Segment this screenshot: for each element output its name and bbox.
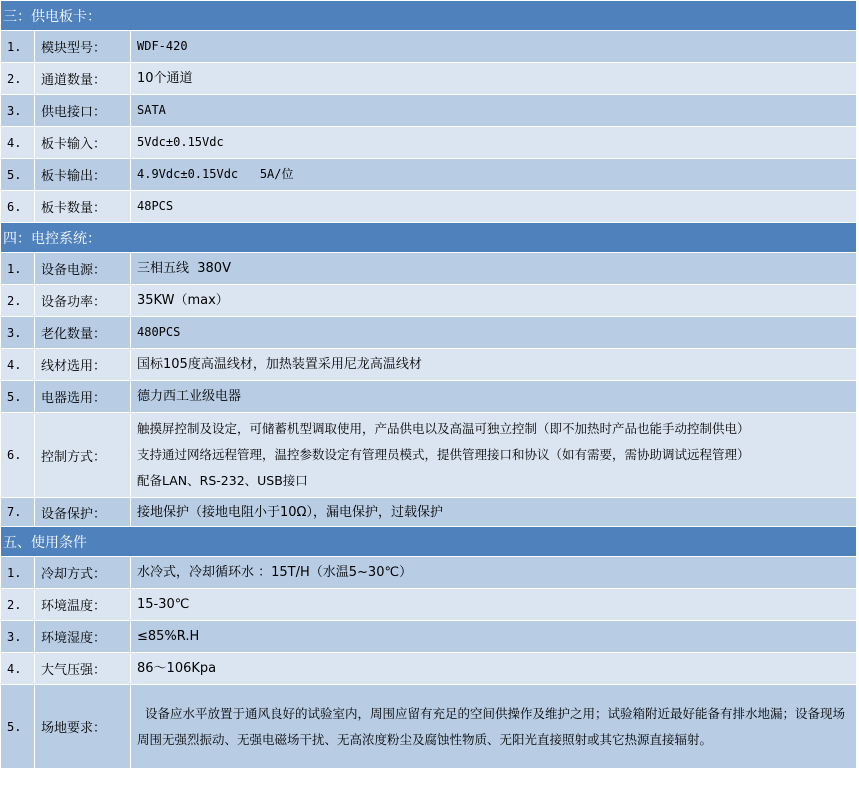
- section-title: 三：供电板卡：: [1, 1, 857, 31]
- row-value: 35KW（max）: [131, 285, 857, 317]
- row-number: 2.: [1, 589, 35, 621]
- row-number: 4.: [1, 349, 35, 381]
- row-value: 4.9Vdc±0.15Vdc 5A/位: [131, 159, 857, 191]
- row-label: 大气压强：: [35, 653, 131, 685]
- row-number: 2.: [1, 63, 35, 95]
- value-line: 触摸屏控制及设定，可储蓄机型调取使用，产品供电以及高温可独立控制（即不加热时产品也能手动控制供电）: [137, 421, 750, 436]
- table-row: [1, 381, 857, 413]
- section-header: [1, 527, 857, 557]
- row-value: 48PCS: [131, 191, 857, 223]
- table-row: [1, 413, 857, 498]
- table-row: [1, 63, 857, 95]
- row-value: 10个通道: [131, 63, 857, 95]
- row-number: 1.: [1, 253, 35, 285]
- table-row: [1, 191, 857, 223]
- table-row: [1, 95, 857, 127]
- table-row: [1, 653, 857, 685]
- row-number: 3.: [1, 317, 35, 349]
- row-number: 6.: [1, 191, 35, 223]
- row-number: 1.: [1, 31, 35, 63]
- row-value: [131, 413, 857, 498]
- table-row: [1, 557, 857, 589]
- row-label: 板卡数量：: [35, 191, 131, 223]
- row-label: 模块型号：: [35, 31, 131, 63]
- row-number: 1.: [1, 557, 35, 589]
- section-title: 四：电控系统：: [1, 223, 857, 253]
- row-label: 板卡输出：: [35, 159, 131, 191]
- row-label: 设备保护：: [35, 498, 131, 527]
- table-row: [1, 285, 857, 317]
- section-title: 五、使用条件: [1, 527, 857, 557]
- table-row: [1, 159, 857, 191]
- row-number: 5.: [1, 685, 35, 769]
- row-number: 4.: [1, 127, 35, 159]
- row-label: 线材选用：: [35, 349, 131, 381]
- row-label: 电器选用：: [35, 381, 131, 413]
- table-row: [1, 685, 857, 769]
- row-label: 环境湿度：: [35, 621, 131, 653]
- value-line: 配备LAN、RS-232、USB接口: [137, 473, 308, 488]
- row-value: 接地保护（接地电阻小于10Ω），漏电保护，过载保护: [131, 498, 857, 527]
- row-label: 场地要求：: [35, 685, 131, 769]
- table-row: [1, 317, 857, 349]
- row-value: 德力西工业级电器: [131, 381, 857, 413]
- row-value: 三相五线 380V: [131, 253, 857, 285]
- table-row: [1, 253, 857, 285]
- row-number: 3.: [1, 621, 35, 653]
- row-number: 6.: [1, 413, 35, 498]
- row-label: 控制方式：: [35, 413, 131, 498]
- section-header: [1, 1, 857, 31]
- table-row: [1, 31, 857, 63]
- section-header: [1, 223, 857, 253]
- table-row: [1, 127, 857, 159]
- row-value: 水冷式，冷却循环水 ：15T/H（水温5~30℃）: [131, 557, 857, 589]
- row-value: 480PCS: [131, 317, 857, 349]
- row-number: 5.: [1, 381, 35, 413]
- table-row: [1, 349, 857, 381]
- value-line: 支持通过网络远程管理，温控参数设定有管理员模式，提供管理接口和协议（如有需要，需协助调试远程管理）: [137, 447, 750, 462]
- row-label: 环境温度：: [35, 589, 131, 621]
- row-value: WDF-420: [131, 31, 857, 63]
- row-number: 7.: [1, 498, 35, 527]
- table-row: [1, 498, 857, 527]
- row-value: 5Vdc±0.15Vdc: [131, 127, 857, 159]
- table-row: [1, 621, 857, 653]
- row-value: SATA: [131, 95, 857, 127]
- row-value: 国标105度高温线材，加热装置采用尼龙高温线材: [131, 349, 857, 381]
- row-value: 15-30℃: [131, 589, 857, 621]
- row-label: 设备电源：: [35, 253, 131, 285]
- row-label: 冷却方式：: [35, 557, 131, 589]
- row-number: 4.: [1, 653, 35, 685]
- row-number: 3.: [1, 95, 35, 127]
- row-number: 5.: [1, 159, 35, 191]
- table-row: [1, 589, 857, 621]
- row-label: 设备功率：: [35, 285, 131, 317]
- row-label: 供电接口：: [35, 95, 131, 127]
- row-label: 板卡输入：: [35, 127, 131, 159]
- row-value: ≤85%R.H: [131, 621, 857, 653]
- row-value: 设备应水平放置于通风良好的试验室内，周围应留有充足的空间供操作及维护之用；试验箱附近最好能备有排水地漏；设备现场周围无强烈振动、无强电磁场干扰、无高浓度粉尘及腐蚀性物质、无阳光直接照射或其它热源直接辐射。: [131, 685, 857, 769]
- row-value: 86～106Kpa: [131, 653, 857, 685]
- row-number: 2.: [1, 285, 35, 317]
- row-label: 老化数量：: [35, 317, 131, 349]
- row-label: 通道数量：: [35, 63, 131, 95]
